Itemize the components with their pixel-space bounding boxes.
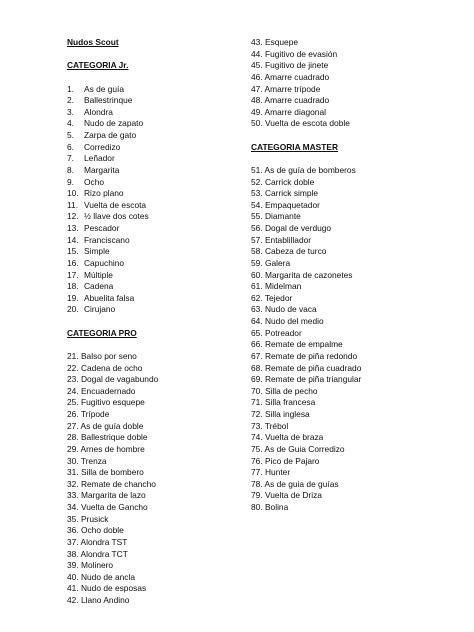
- list-item: 49. Amarre diagonal: [251, 106, 326, 117]
- list-item-label: Franciscano: [84, 234, 130, 245]
- list-item-label: Simple: [84, 246, 110, 257]
- list-item: 61. Midelman: [251, 281, 302, 292]
- list-item-number: 3.: [67, 106, 74, 117]
- list-item: 31. Silla de bombero: [67, 467, 144, 478]
- list-item-label: Ballestrinque: [84, 95, 133, 106]
- list-item: [67, 142, 158, 154]
- list-item: 69. Remate de piña triangular: [251, 374, 362, 385]
- list-item: 64. Nudo del medio: [251, 316, 324, 326]
- list-item: [67, 118, 158, 130]
- list-item: 56. Dogal de verdugo: [251, 223, 332, 233]
- list-item: 51. As de guía de bomberos: [251, 164, 356, 175]
- list-item: 54. Empaquetador: [251, 199, 320, 210]
- document-title: Nudos Scout: [67, 37, 119, 47]
- heading-categoria-jr: CATEGORIA Jr.: [67, 60, 129, 71]
- list-item-label: Corredizo: [84, 141, 121, 152]
- list-item: 35. Prusick: [67, 513, 109, 524]
- list-categoria-pro-continued: [251, 37, 361, 130]
- list-item: 57. Entablillador: [251, 234, 312, 245]
- list-item: 24. Encuadernado: [67, 385, 136, 396]
- list-item: 27. As de guía doble: [67, 420, 144, 431]
- list-item: 42. Llano Andino: [67, 595, 130, 605]
- list-item: 70. Silla de pecho: [251, 385, 318, 396]
- list-item: 37. Alondra TST: [67, 536, 128, 547]
- list-item-label: Rizo plano: [84, 188, 124, 199]
- list-item-label: ½ llave dos cotes: [84, 211, 149, 222]
- list-item-number: 8.: [67, 164, 74, 175]
- list-categoria-pro: [67, 351, 158, 607]
- list-item: 52. Carrick doble: [251, 176, 315, 187]
- list-item-number: 11.: [67, 199, 79, 210]
- list-item-label: Capuchino: [84, 257, 125, 268]
- list-item: 79. Vuelta de Driza: [251, 490, 322, 501]
- list-item: [67, 107, 158, 119]
- list-item: 73. Trébol: [251, 420, 289, 431]
- list-item-label: Vuelta de escota: [84, 199, 147, 210]
- list-item: 33. Margarita de lazo: [67, 490, 146, 501]
- list-item: 43. Esquepe: [251, 37, 299, 47]
- list-item: 39. Molinero: [67, 560, 114, 571]
- list-item: [67, 258, 158, 270]
- list-item: 22. Cadena de ocho: [67, 362, 143, 373]
- list-item: 77. Hunter: [251, 467, 291, 478]
- list-item-number: 12.: [67, 211, 79, 222]
- list-item-label: Múltiple: [84, 269, 113, 280]
- list-item: 50. Vuelta de escota doble: [251, 118, 350, 129]
- list-item-label: Alondra: [84, 106, 113, 117]
- list-item-label: Pescador: [84, 223, 120, 233]
- heading-categoria-pro: CATEGORIA PRO: [67, 327, 137, 338]
- list-item: 40. Nudo de ancla: [67, 571, 135, 582]
- list-item: [67, 84, 158, 96]
- list-item: 26. Trípode: [67, 409, 110, 419]
- list-item: [67, 235, 158, 247]
- list-item: 71. Silla francesa: [251, 397, 316, 408]
- list-item-number: 14.: [67, 234, 79, 245]
- list-item: 29. Arnes de hombre: [67, 443, 145, 454]
- list-item: 76. Pico de Pajaro: [251, 455, 320, 466]
- list-item: [67, 304, 158, 316]
- list-item: 25. Fugitivo esquepe: [67, 397, 145, 408]
- list-item: 72. Silla inglesa: [251, 409, 310, 419]
- list-item-label: Zarpa de gato: [84, 130, 137, 140]
- list-item: 63. Nudo de vaca: [251, 304, 317, 315]
- list-item: 36. Ocho doble: [67, 525, 124, 536]
- list-item: 59. Galera: [251, 257, 291, 268]
- list-item: 46. Amarre cuadrado: [251, 71, 330, 82]
- list-item-label: Cadena: [84, 281, 114, 292]
- list-item: [67, 281, 158, 293]
- list-item-number: 20.: [67, 304, 79, 315]
- list-item: 30. Trenza: [67, 455, 107, 466]
- list-item-number: 1.: [67, 83, 74, 94]
- list-item-label: Margarita: [84, 164, 120, 175]
- list-item: [67, 200, 158, 212]
- list-item: 45. Fugitivo de jinete: [251, 60, 329, 71]
- list-item-number: 17.: [67, 269, 79, 280]
- list-item: 62. Tejedor: [251, 292, 293, 303]
- list-item-label: Leñador: [84, 153, 115, 164]
- list-item: [67, 130, 158, 142]
- list-item: 53. Carrick simple: [251, 188, 319, 199]
- list-item: 58. Cabeza de turco: [251, 246, 327, 257]
- list-item-label: As de guía: [84, 83, 125, 94]
- list-item: 41. Nudo de esposas: [67, 583, 147, 594]
- list-item: [67, 165, 158, 177]
- list-item: [67, 293, 158, 305]
- left-column: [67, 37, 158, 607]
- list-item-number: 16.: [67, 257, 79, 268]
- list-categoria-jr: [67, 84, 158, 317]
- list-item-number: 2.: [67, 95, 74, 106]
- list-item-number: 6.: [67, 141, 74, 152]
- list-item-number: 4.: [67, 118, 74, 129]
- list-item-label: Abuelita falsa: [84, 292, 135, 303]
- list-item: [67, 188, 158, 200]
- list-item: 78. As de guia de guías: [251, 478, 339, 489]
- list-item-number: 13.: [67, 223, 79, 233]
- list-item: 60. Margarita de cazonetes: [251, 269, 353, 280]
- list-item-number: 18.: [67, 281, 79, 292]
- list-item: 44. Fugitivo de evasión: [251, 48, 338, 59]
- list-item: [67, 177, 158, 189]
- list-item: 68. Remate de piña cuadrado: [251, 362, 362, 373]
- list-item: 55. Diamante: [251, 211, 301, 222]
- list-item-number: 10.: [67, 188, 79, 199]
- list-item: 67. Remate de piña redondo: [251, 350, 358, 361]
- list-item-label: Ocho: [84, 176, 105, 187]
- list-item: 23. Dogal de vagabundo: [67, 374, 159, 385]
- list-item-number: 9.: [67, 176, 74, 187]
- list-item: [67, 270, 158, 282]
- list-item: 34. Vuelta de Gancho: [67, 502, 148, 512]
- list-item: 38. Alondra TCT: [67, 548, 128, 559]
- heading-categoria-master: CATEGORIA MASTER: [251, 141, 339, 152]
- list-item: 47. Amarre trípode: [251, 83, 321, 94]
- list-item: [67, 153, 158, 165]
- list-item: [67, 223, 158, 235]
- list-item-number: 15.: [67, 246, 79, 257]
- list-item: [67, 246, 158, 258]
- list-item: [67, 95, 158, 107]
- list-item-number: 19.: [67, 292, 79, 303]
- list-item: 74. Vuelta de braza: [251, 432, 324, 443]
- list-item-number: 5.: [67, 130, 74, 140]
- list-item: 21. Balso por seno: [67, 350, 137, 361]
- list-item-label: Cirujano: [84, 304, 116, 315]
- list-item: 75. As de Guia Corredizo: [251, 443, 345, 454]
- list-item: 28. Ballestrique doble: [67, 432, 148, 443]
- list-item: 66. Remate de empalme: [251, 339, 343, 350]
- list-item-number: 7.: [67, 153, 74, 164]
- list-item: 32. Remate de chancho: [67, 478, 156, 489]
- list-item: 65. Potreador: [251, 327, 302, 338]
- list-item-label: Nudo de zapato: [84, 118, 144, 129]
- list-item: [67, 211, 158, 223]
- list-categoria-master: [251, 165, 361, 514]
- right-column: [251, 37, 361, 514]
- list-item: 48. Amarre cuadrado: [251, 95, 330, 106]
- list-item: 80. Bolina: [251, 502, 289, 512]
